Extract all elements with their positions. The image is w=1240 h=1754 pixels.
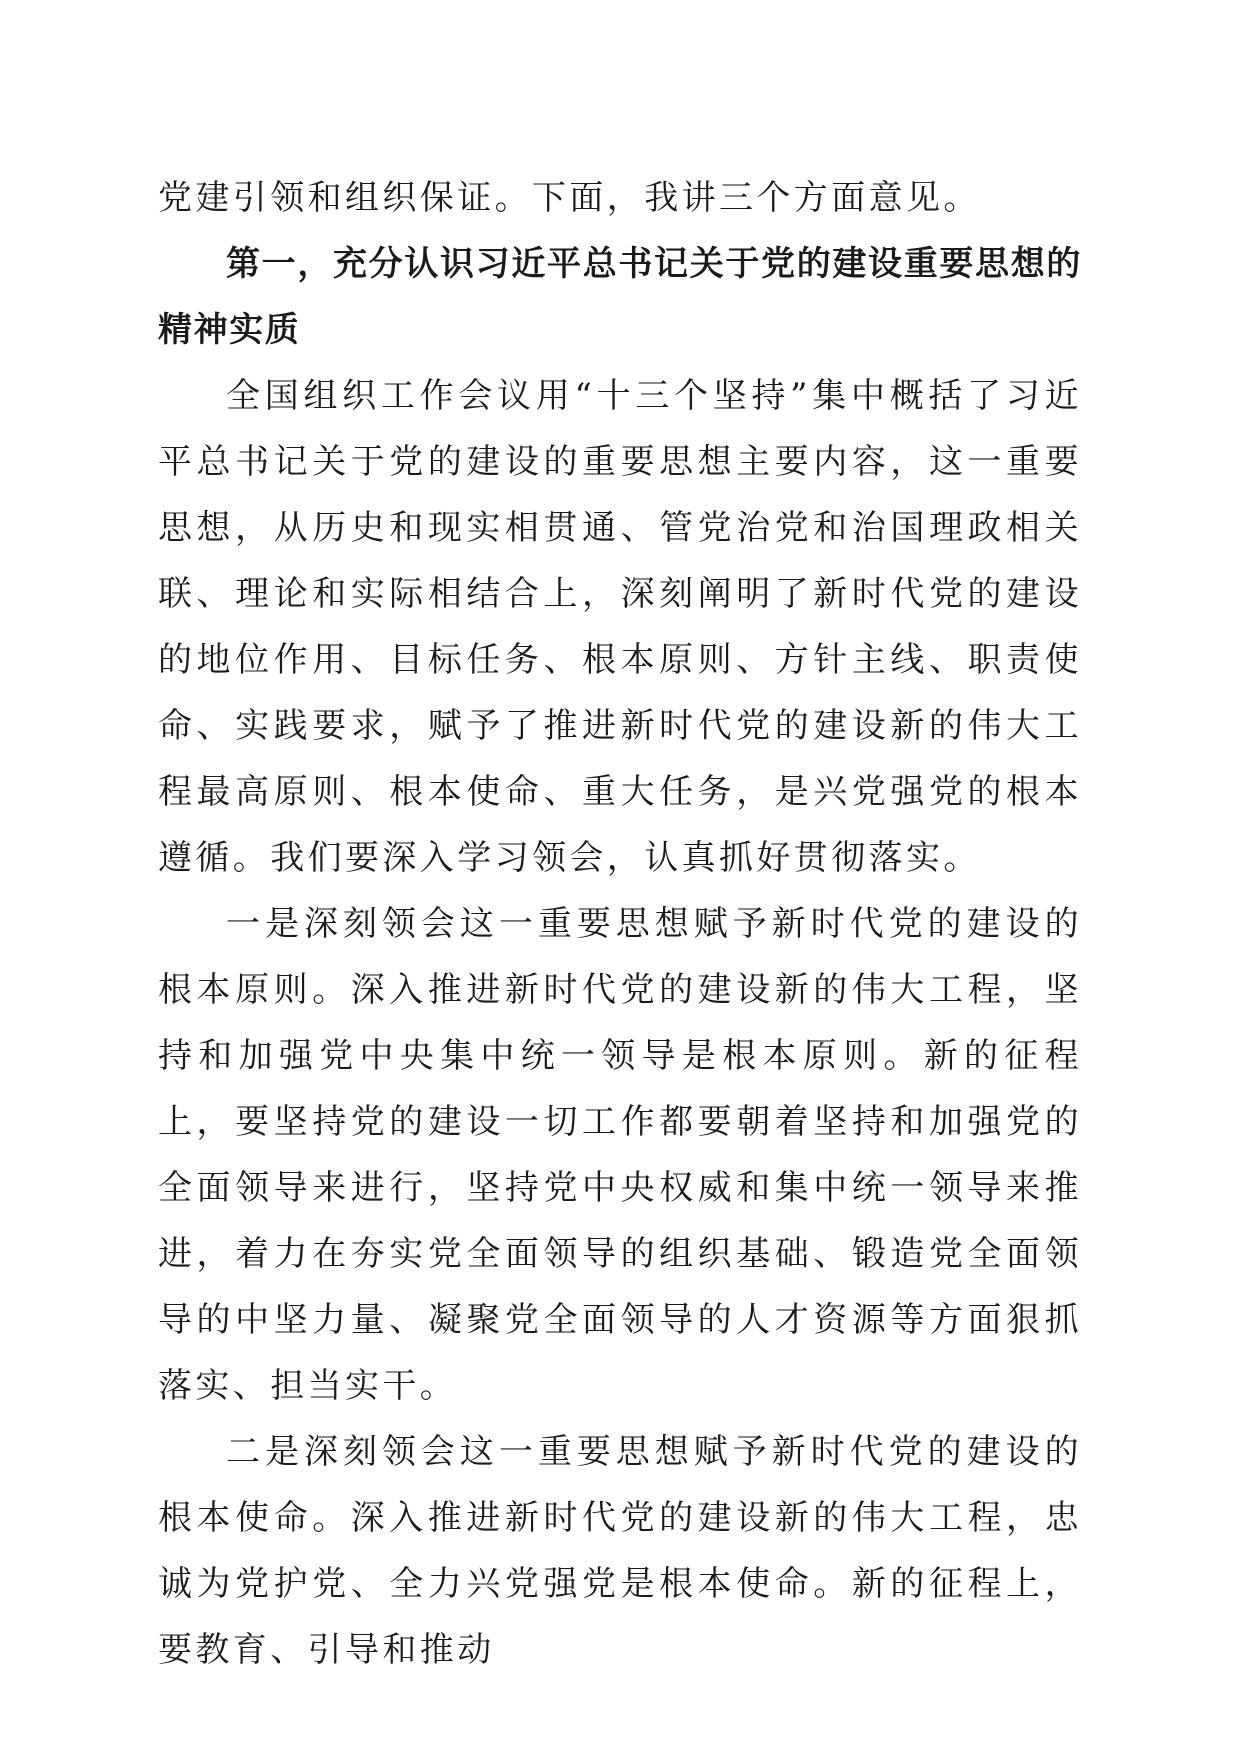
paragraph-continuation: 党建引领和组织保证。下面，我讲三个方面意见。 <box>158 178 981 218</box>
section-heading-one: 第一，充分认识习近平总书记关于党的建设重要思想的精神实质 <box>158 244 1082 350</box>
document-body <box>158 165 1082 1683</box>
paragraph-point-two: 二是深刻领会这一重要思想赋予新时代党的建设的根本使命。深入推进新时代党的建设新的伟大工程，忠诚为党护党、全力兴党强党是根本使命。新的征程上，要教育、引导和推动 <box>158 1432 1082 1670</box>
paragraph-intro: 全国组织工作会议用“十三个坚持”集中概括了习近平总书记关于党的建设的重要思想主要内容，这一重要思想，从历史和现实相贯通、管党治党和治国理政相关联、理论和实际相结合上，深刻阐明了新时代党的建设的地位作用、目标任务、根本原则、方针主线、职责使命、实践要求，赋予了推进新时代党的建设新的伟大工程最高原则、根本使命、重大任务，是兴党强党的根本遵循。我们要深入学习领会，认真抓好贯彻落实。 <box>158 376 1082 878</box>
paragraph-point-one: 一是深刻领会这一重要思想赋予新时代党的建设的根本原则。深入推进新时代党的建设新的伟大工程，坚持和加强党中央集中统一领导是根本原则。新的征程上，要坚持党的建设一切工作都要朝着坚持和加强党的全面领导来进行，坚持党中央权威和集中统一领导来推进，着力在夯实党全面领导的组织基础、锻造党全面领导的中坚力量、凝聚党全面领导的人才资源等方面狠抓落实、担当实干。 <box>158 904 1082 1406</box>
